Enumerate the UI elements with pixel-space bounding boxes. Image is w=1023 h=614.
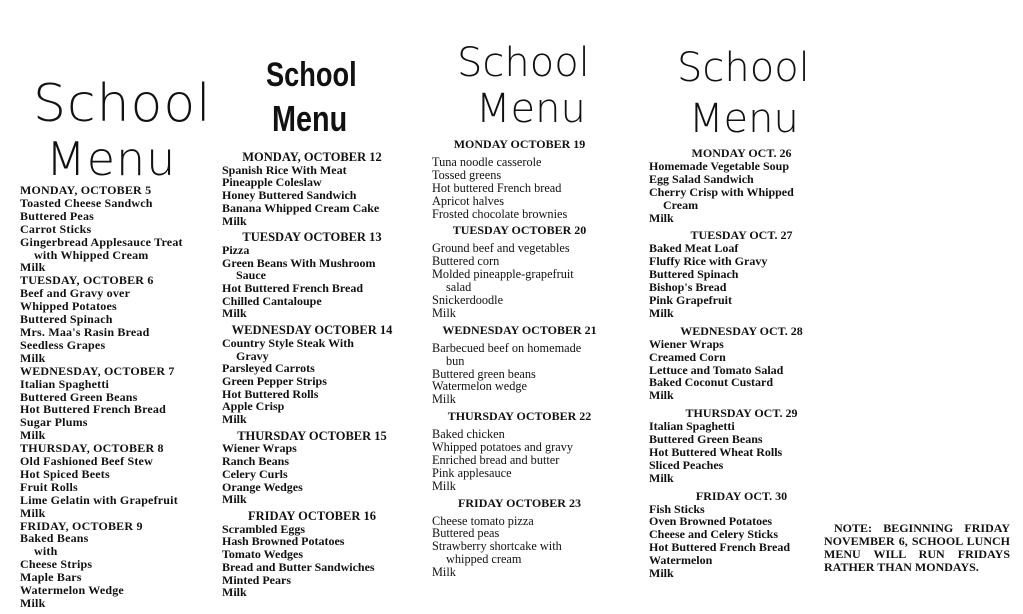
menu-item: Pink Grapefruit <box>649 292 732 307</box>
menu-item: Milk <box>222 213 247 228</box>
menu-item: Milk <box>222 412 247 427</box>
column-4-title-menu: Menu <box>689 96 799 142</box>
menu-item: Gravy <box>236 348 269 363</box>
menu-item: Hot Buttered Wheat Rolls <box>649 444 783 459</box>
menu-item: Orange Wedges <box>222 479 303 494</box>
day-header: TUESDAY OCT. 27 <box>690 228 793 243</box>
menu-item: Whipped Potatoes <box>20 299 117 314</box>
menu-item: Strawberry shortcake with <box>432 539 562 554</box>
menu-item: Hash Browned Potatoes <box>222 534 345 549</box>
menu-item: Homemade Vegetable Soup <box>649 158 790 173</box>
menu-item: Buttered Green Beans <box>649 432 763 447</box>
menu-item: Milk <box>222 492 247 507</box>
menu-item: Buttered green beans <box>432 366 536 381</box>
menu-item: Beef and Gravy over <box>20 286 131 301</box>
menu-item: Tuna noodle casserole <box>432 154 542 169</box>
menu-item: Buttered peas <box>432 526 500 541</box>
menu-item: Milk <box>649 210 674 225</box>
day-header: FRIDAY OCTOBER 16 <box>247 508 377 523</box>
menu-item: Sliced Peaches <box>649 457 724 472</box>
day-header: MONDAY, OCTOBER 5 <box>20 183 152 197</box>
menu-item: Snickerdoodle <box>432 292 504 307</box>
menu-item: Country Style Steak With <box>222 335 354 350</box>
menu-item: Lettuce and Tomato Salad <box>649 362 784 377</box>
menu-item: Molded pineapple-grapefruit <box>432 267 574 282</box>
menu-item: Ranch Beans <box>222 454 290 469</box>
menu-item: Banana Whipped Cream Cake <box>222 200 380 215</box>
menu-item: Carrot Sticks <box>20 221 92 236</box>
menu-item: Egg Salad Sandwich <box>649 171 754 186</box>
menu-item: Baked Meat Loaf <box>649 241 739 256</box>
menu-item: Milk <box>20 596 46 610</box>
day-header: FRIDAY OCTOBER 23 <box>458 495 581 510</box>
menu-item: Cherry Crisp with Whipped <box>649 184 794 199</box>
menu-item: Milk <box>222 585 247 600</box>
menu-column-2 <box>222 147 402 599</box>
column-1-title-school: School <box>33 74 212 134</box>
column-4-title-school: School <box>677 45 810 91</box>
menu-item: Spanish Rice With Meat <box>222 162 347 177</box>
menu-item: Tomato Wedges <box>222 547 304 562</box>
schedule-note: NOTE: BEGINNING FRIDAY NOVEMBER 6, SCHOOL LUNCH MENU WILL RUN FRIDAYS RATHER THAN MONDAYS. <box>824 521 1010 574</box>
menu-item: Milk <box>649 470 674 485</box>
menu-item: Celery Curls <box>222 466 288 481</box>
day-header: WEDNESDAY OCTOBER 14 <box>231 323 393 338</box>
menu-item: whipped cream <box>446 552 522 567</box>
menu-item: Chilled Cantaloupe <box>222 293 322 308</box>
menu-item: Cheese and Celery Sticks <box>649 527 778 542</box>
day-header: THURSDAY, OCTOBER 8 <box>20 441 164 456</box>
menu-item: Buttered Green Beans <box>20 389 138 404</box>
menu-item: Frosted chocolate brownies <box>432 206 568 221</box>
day-header: THURSDAY OCTOBER 22 <box>447 409 592 424</box>
menu-item: Baked Beans <box>20 531 89 546</box>
menu-item: Pizza <box>222 242 250 257</box>
menu-item: Apricot halves <box>432 193 505 208</box>
menu-item: Hot Buttered French Bread <box>222 281 363 296</box>
menu-item: Bishop's Bread <box>649 280 727 295</box>
menu-item: Apple Crisp <box>222 399 285 414</box>
column-3-title-menu: Menu <box>476 86 586 132</box>
menu-item: Cheese tomato pizza <box>432 513 534 528</box>
day-header: WEDNESDAY OCT. 28 <box>680 323 803 338</box>
menu-item: with <box>34 544 58 559</box>
menu-item: Buttered Peas <box>20 208 95 223</box>
menu-item: Milk <box>432 305 456 320</box>
menu-item: Maple Bars <box>20 570 82 585</box>
menu-item: Scrambled Eggs <box>222 521 306 536</box>
menu-item: Pink applesauce <box>432 465 512 480</box>
menu-item: Milk <box>222 306 247 321</box>
menu-item: Milk <box>20 350 46 365</box>
day-header: THURSDAY OCTOBER 15 <box>237 428 387 443</box>
menu-item: Creamed Corn <box>649 349 726 364</box>
menu-item: Seedless Grapes <box>20 337 106 352</box>
day-header: MONDAY OCTOBER 19 <box>453 137 586 151</box>
menu-item: Watermelon wedge <box>432 379 527 394</box>
day-header: FRIDAY OCT. 30 <box>695 488 788 503</box>
menu-item: Hot Buttered French Bread <box>649 540 790 555</box>
menu-item: Parsleyed Carrots <box>222 361 315 376</box>
day-header: TUESDAY, OCTOBER 6 <box>20 273 154 288</box>
day-header: WEDNESDAY, OCTOBER 7 <box>20 363 175 378</box>
menu-item: Oven Browned Potatoes <box>649 514 773 529</box>
menu-item: Pineapple Coleslaw <box>222 175 322 190</box>
menu-item: Hot Buttered Rolls <box>222 386 319 401</box>
menu-item: Hot Spiced Beets <box>20 466 110 481</box>
menu-column-3 <box>432 138 607 579</box>
menu-item: Lime Gelatin with Grapefruit <box>20 492 178 507</box>
menu-item: Buttered Spinach <box>649 267 739 282</box>
menu-item: Gingerbread Applesauce Treat <box>20 234 183 249</box>
menu-item: Milk <box>649 305 674 320</box>
menu-item: with Whipped Cream <box>34 247 149 262</box>
menu-item: Tossed greens <box>432 167 502 182</box>
menu-item: Buttered corn <box>432 254 500 269</box>
menu-item: Fruit Rolls <box>20 479 78 494</box>
column-1-title-menu: Menu <box>46 132 177 186</box>
menu-item: Old Fashioned Beef Stew <box>20 454 153 469</box>
menu-item: Milk <box>649 566 674 581</box>
column-2-title-school: School <box>266 56 357 94</box>
menu-item: Hot Buttered French Bread <box>20 402 166 417</box>
menu-item: Italian Spaghetti <box>20 376 110 391</box>
menu-item: Milk <box>432 392 456 407</box>
day-header: MONDAY OCT. 26 <box>691 146 792 160</box>
menu-item: Sugar Plums <box>20 415 88 430</box>
menu-item: Milk <box>432 478 456 493</box>
menu-item: Milk <box>20 428 46 443</box>
day-header: TUESDAY OCTOBER 13 <box>242 230 382 245</box>
menu-item: Italian Spaghetti <box>649 419 735 434</box>
menu-item: Baked chicken <box>432 427 505 442</box>
menu-item: Baked Coconut Custard <box>649 375 774 390</box>
menu-item: bun <box>446 353 465 368</box>
menu-item: Milk <box>20 505 46 520</box>
column-2-title-menu: Menu <box>272 98 348 139</box>
menu-item: Bread and Butter Sandwiches <box>222 559 375 574</box>
menu-item: Ground beef and vegetables <box>432 241 570 256</box>
menu-item: Green Beans With Mushroom <box>222 255 376 270</box>
menu-item: Whipped potatoes and gravy <box>432 440 574 455</box>
menu-item: Watermelon Wedge <box>20 583 124 598</box>
menu-item: Barbecued beef on homemade <box>432 340 582 355</box>
menu-item: Mrs. Maa's Rasin Bread <box>20 324 150 339</box>
menu-item: Fluffy Rice with Gravy <box>649 254 768 269</box>
menu-item: Enriched bread and butter <box>432 452 560 467</box>
day-header: MONDAY, OCTOBER 12 <box>242 150 382 164</box>
column-3-title-school: School <box>457 40 590 86</box>
menu-item: Milk <box>432 565 456 580</box>
menu-item: Fish Sticks <box>649 501 705 516</box>
menu-item: Toasted Cheese Sandwch <box>20 195 153 210</box>
day-header: WEDNESDAY OCTOBER 21 <box>442 322 597 337</box>
menu-item: Milk <box>649 388 674 403</box>
menu-column-1 <box>20 184 225 610</box>
menu-item: Wiener Wraps <box>222 441 297 456</box>
menu-item: Buttered Spinach <box>20 312 113 327</box>
menu-item: Hot buttered French bread <box>432 180 562 195</box>
day-header: FRIDAY, OCTOBER 9 <box>20 518 143 533</box>
day-header: TUESDAY OCTOBER 20 <box>452 223 587 238</box>
menu-item: Wiener Wraps <box>649 336 724 351</box>
menu-item: salad <box>446 280 472 295</box>
menu-item: Cream <box>663 197 699 212</box>
menu-item: Cheese Strips <box>20 557 93 572</box>
menu-item: Sauce <box>236 268 266 283</box>
menu-item: Milk <box>20 260 46 275</box>
menu-item: Minted Pears <box>222 572 291 587</box>
menu-item: Green Pepper Strips <box>222 373 327 388</box>
menu-column-4 <box>649 147 834 580</box>
day-header: THURSDAY OCT. 29 <box>685 406 798 421</box>
menu-item: Honey Buttered Sandwich <box>222 188 357 203</box>
menu-item: Watermelon <box>649 553 713 568</box>
